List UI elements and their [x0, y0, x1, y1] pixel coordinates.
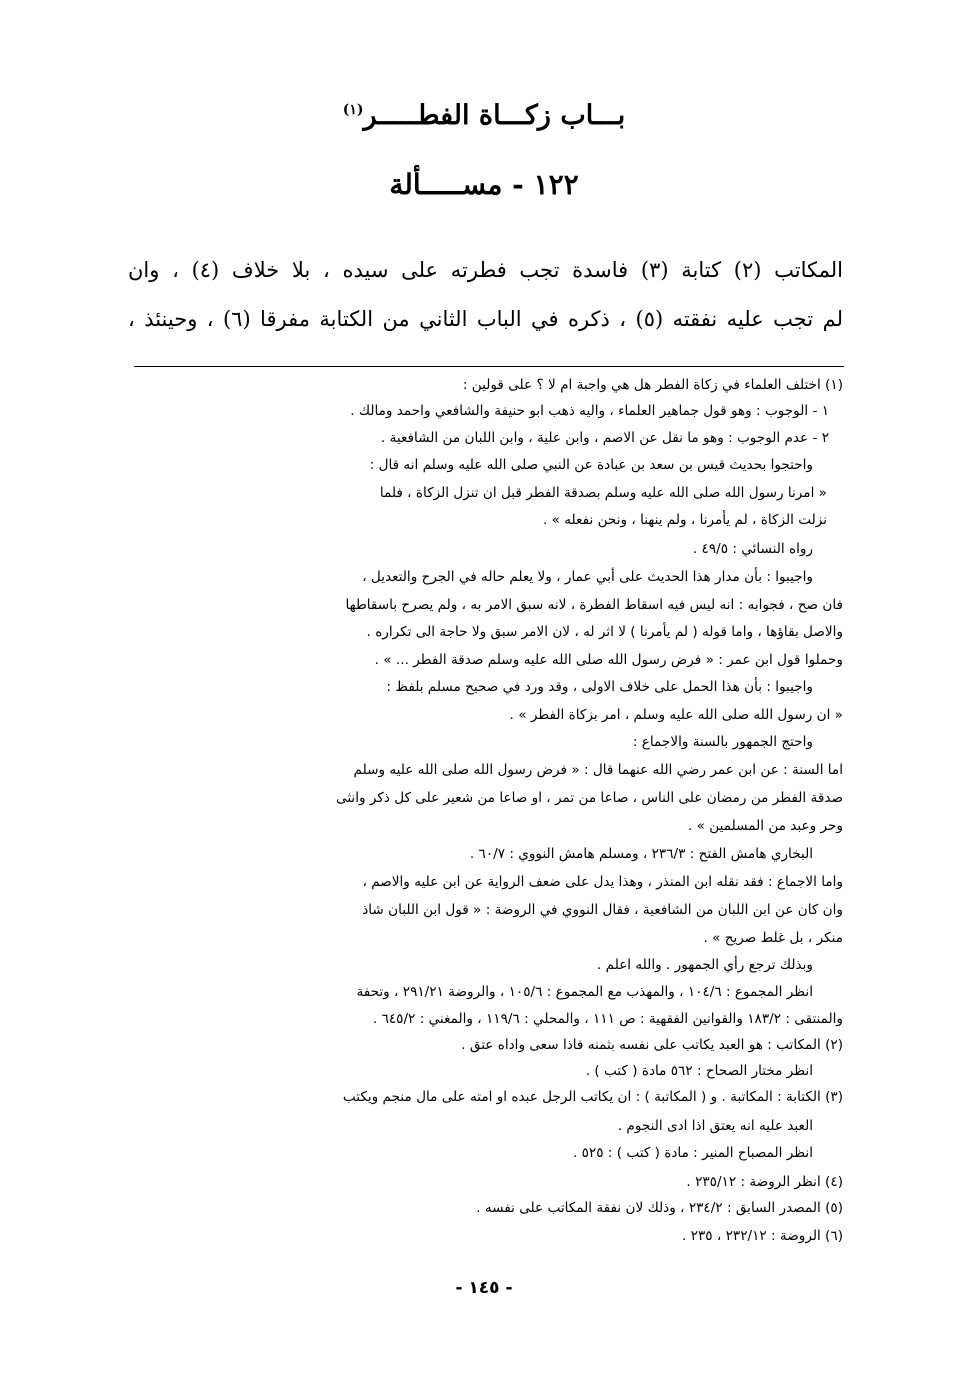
- footnote-line: وحملوا قول ابن عمر : « فرض رسول الله صلى الله عليه وسلم صدقة الفطر ... » .: [374, 652, 843, 668]
- footnote-line: انظر المصباح المنير : مادة ( كتب ) : ٥٢٥ .: [572, 1145, 813, 1161]
- footnote-line: وحر وعبد من المسلمين » .: [688, 818, 843, 834]
- footnote-divider: [134, 366, 844, 367]
- footnote-line: وان كان عن ابن اللبان من الشافعية ، فقال النووي في الروضة : « قول ابن اللبان شاذ: [362, 902, 843, 918]
- footnote-line: واما الاجماع : فقد نقله ابن المنذر ، وهذا يدل على ضعف الرواية عن ابن عليه والاصم ،: [362, 874, 843, 890]
- main-text-line: المكاتب (٢) كتابة (٣) فاسدة تجب فطرته على سيده ، بلا خلاف (٤) ، وان: [128, 258, 844, 282]
- footnote-line: اما السنة : عن ابن عمر رضي الله عنهما قال : « فرض رسول الله صلى الله عليه وسلم: [353, 762, 843, 778]
- footnote-line: العبد عليه انه يعتق اذا ادى النجوم .: [617, 1118, 813, 1134]
- footnote-line: واحتج الجمهور بالسنة والاجماع :: [632, 734, 813, 750]
- footnote-line: انظر المجموع : ١٠٤/٦ ، والمهذب مع المجموع : ١٠٥/٦ ، والروضة ٢٩١/٢١ ، وتحفة: [356, 984, 813, 1000]
- footnote-line: « ان رسول الله صلى الله عليه وسلم ، امر بزكاة الفطر » .: [509, 707, 843, 723]
- footnote-line: انظر مختار الصحاح : ٥٦٢ مادة ( كتب ) .: [585, 1063, 813, 1079]
- footnote-line: ١ - الوجوب : وهو قول جماهير العلماء ، واليه ذهب ابو حنيفة والشافعي واحمد ومالك .: [350, 403, 829, 419]
- footnote-line: (٦) الروضة : ٢٣٢/١٢ ، ٢٣٥ .: [682, 1228, 843, 1244]
- footnote-line: رواه النسائي : ٤٩/٥ .: [692, 541, 813, 557]
- footnote-line: واجيبوا : بأن مدار هذا الحديث على أبي عمار ، ولا يعلم حاله في الجرح والتعديل ،: [362, 569, 813, 585]
- page-number: - ١٤٥ -: [455, 1278, 513, 1298]
- footnote-line: واجيبوا : بأن هذا الحمل على خلاف الاولى ، وقد ورد في صحيح مسلم بلفظ :: [386, 679, 813, 695]
- footnote-line: والمنتقى : ١٨٣/٢ والقوانين الفقهية : ص ١١١ ، والمحلي : ١١٩/٦ ، والمغني : ٦٤٥/٢ .: [372, 1011, 843, 1027]
- footnote-line: (٥) المصدر السابق : ٢٣٤/٢ ، وذلك لان نفقة المكاتب على نفسه .: [476, 1200, 843, 1216]
- main-text-line: لم تجب عليه نفقته (٥) ، ذكره في الباب الثاني من الكتابة مفرقا (٦) ، وحينئذ ،: [128, 307, 843, 331]
- footnote-line: نزلت الزكاة ، لم يأمرنا ، ولم ينهنا ، ونحن نفعله » .: [542, 512, 827, 528]
- footnote-line: منكر ، بل غلط صريح » .: [703, 930, 843, 946]
- footnote-line: وبذلك ترجع رأي الجمهور . والله اعلم .: [597, 957, 813, 973]
- footnote-line: (٣) الكتابة : المكاتبة . و ( المكاتبة ) : ان يكاتب الرجل عبده او امته على مال منجم ويكتب: [342, 1089, 843, 1105]
- footnote-line: فان صح ، فجوابه : انه ليس فيه اسقاط الفطرة ، لانه سبق الامر به ، ولم يصرح باسقاطها: [345, 597, 843, 613]
- footnote-line: والاصل بقاؤها ، واما قوله ( لم يأمرنا ) لا اثر له ، لان الامر سبق ولا حاجة الى تكراره .: [366, 624, 843, 640]
- footnote-line: (٤) انظر الروضة : ٢٣٥/١٢ .: [686, 1174, 843, 1190]
- footnote-line: ٢ - عدم الوجوب : وهو ما نقل عن الاصم ، وابن علية ، وابن اللبان من الشافعية .: [380, 430, 829, 446]
- footnote-line: (١) اختلف العلماء في زكاة الفطر هل هي واجبة ام لا ؟ على قولين :: [462, 377, 843, 393]
- main-text: [128, 246, 843, 344]
- footnote-line: (٢) المكاتب : هو العبد يكاتب على نفسه بثمنه فاذا سعى واداه عتق .: [461, 1037, 843, 1053]
- footnote-line: واحتجوا بحديث قيس بن سعد بن عبادة عن النبي صلى الله عليه وسلم انه قال :: [369, 457, 813, 473]
- chapter-title: [0, 100, 968, 131]
- chapter-title-text: بـــاب زكـــاة الفطـــــر: [363, 100, 626, 131]
- chapter-title-footnote-ref: (١): [342, 102, 364, 118]
- footnote-line: « امرنا رسول الله صلى الله عليه وسلم بصدقة الفطر قبل ان تنزل الزكاة ، فلما: [379, 485, 827, 501]
- footnote-line: البخاري هامش الفتح : ٢٣٦/٣ ، ومسلم هامش النووي : ٦٠/٧ .: [469, 846, 813, 862]
- issue-heading: ١٢٢ - مســـــألة: [389, 168, 579, 201]
- footnote-line: صدقة الفطر من رمضان على الناس ، صاعا من تمر ، او صاعا من شعير على كل ذكر وانثى: [335, 790, 843, 806]
